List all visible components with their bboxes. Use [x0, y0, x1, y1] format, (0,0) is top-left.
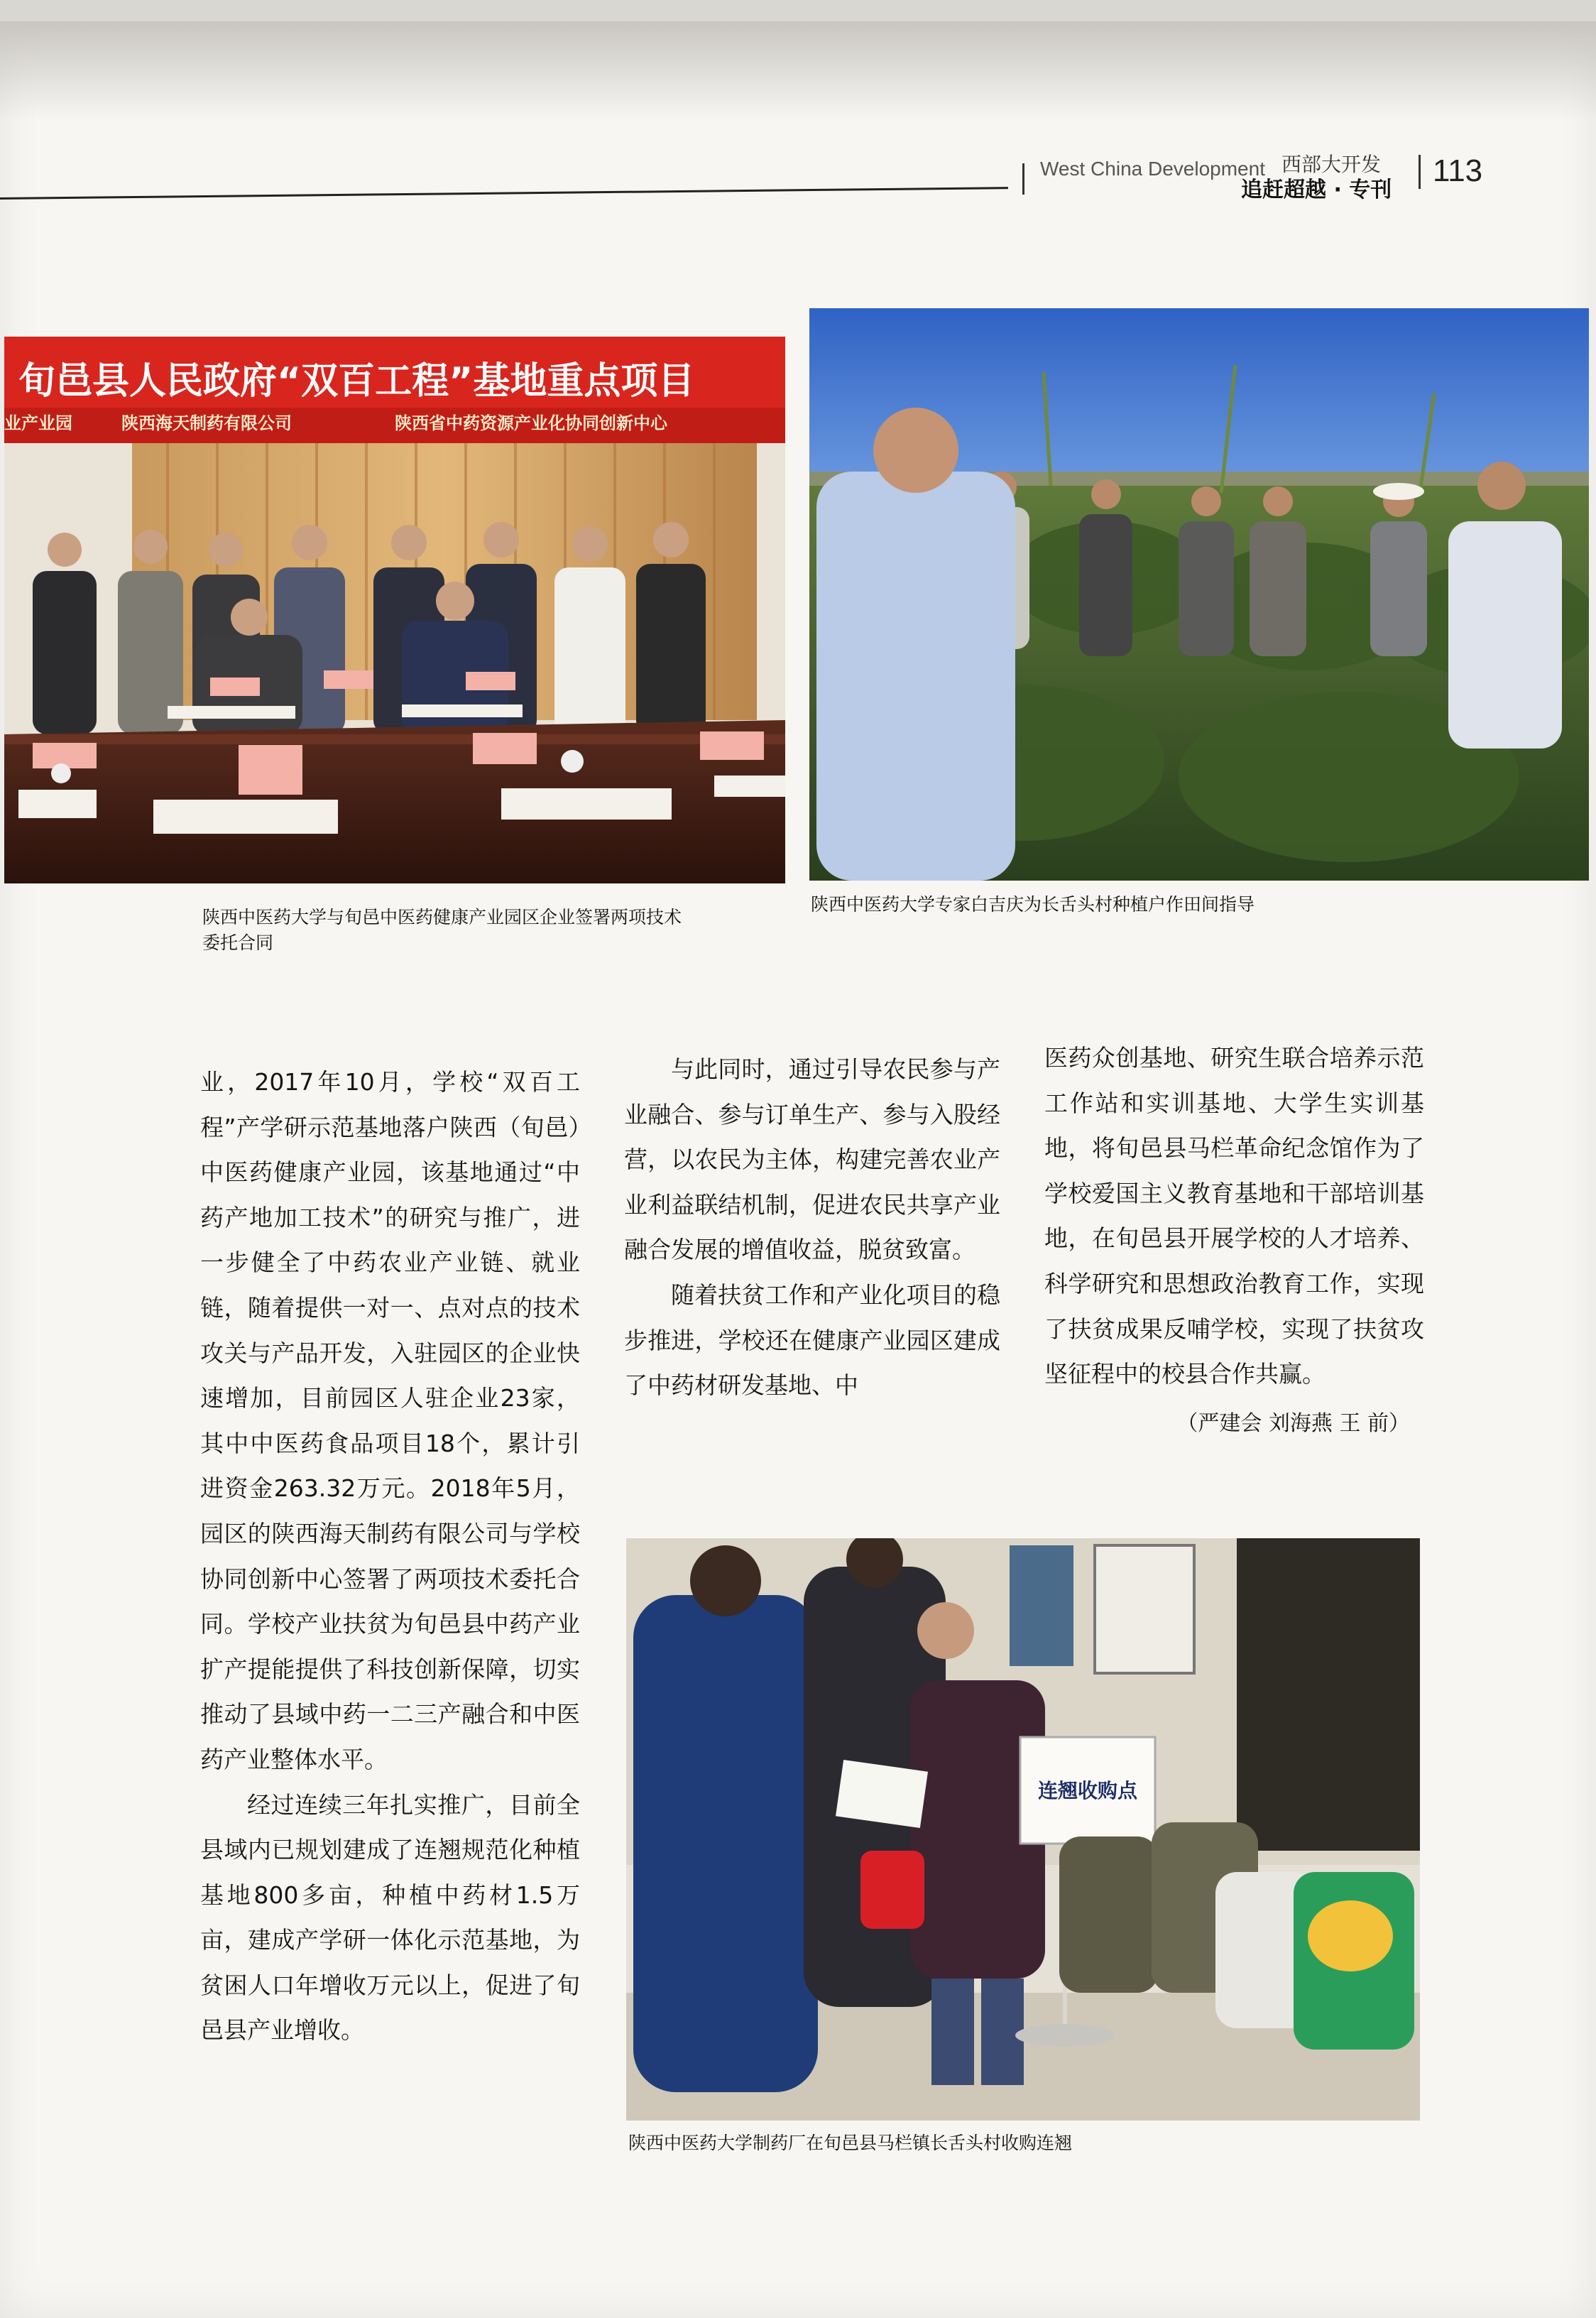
article-paragraph: 业，2017年10月，学校“双百工程”产学研示范基地落户陕西（旬邑）中医药健康产业园，该基地通过“中药产地加工技术”的研究与推广，进一步健全了中药农业产业链、就业链，随着提供一对一、点对点的技术攻关与产品开发，入驻园区的企业快速增加，目前园区人驻企业23家，其中中医药食品项目18个，累计引进资金263.32万元。2018年5月，园区的陕西海天制药有限公司与学校协同创新中心签署了两项技术委托合同。学校产业扶贫为旬邑县中药产业扩产提能提供了科技创新保障，切实推动了县域中药一二三产融合和中医药产业整体水平。 [200, 1068, 580, 1773]
page-number: 113 [1433, 153, 1483, 188]
caption-field-guidance: 陕西中医药大学专家白吉庆为长舌头村种植户作田间指导 [811, 894, 1255, 915]
article-paragraph: 医药众创基地、研究生联合培养示范工作站和实训基地、大学生实训基地，将旬邑县马栏革命纪念馆作为了学校爱国主义教育基地和干部培训基地，在旬邑县开展学校的人才培养、科学研究和思想政治教育工作，实现了扶贫成果反哺学校，实现了扶贫攻坚征程中的校县合作共赢。 [1044, 1044, 1424, 1388]
signing-ceremony-illustration [4, 337, 785, 883]
article-paragraph: 经过连续三年扎实推广，目前全县域内已规划建成了连翘规范化种植基地800多亩，种植中药材1.5万亩，建成产学研一体化示范基地，为贫困人口年增收万元以上，促进了旬邑县产业增收。 [200, 1790, 580, 2045]
article-paragraph: 与此同时，通过引导农民参与产业融合、参与订单生产、参与入股经营，以农民为主体，构建完善农业产业利益联结机制，促进农民共享产业融合发展的增值收益，脱贫致富。 [624, 1055, 1000, 1264]
show-through-watermark [994, 192, 1144, 289]
page-top-shadow [0, 21, 1596, 121]
caption-signing-ceremony: 陕西中医药大学与旬邑中医药健康产业园区企业签署两项技术委托合同 [202, 907, 682, 953]
purchase-point-illustration [626, 1538, 1420, 2121]
banner-sub-mid: 陕西海天制药有限公司 [121, 413, 292, 433]
publication-name-cn: 西部大开发 [1281, 153, 1382, 176]
banner-sub-right: 陕西省中药资源产业化协同创新中心 [395, 413, 667, 433]
article-column-3 [1044, 1035, 1424, 1446]
article-paragraph: 随着扶贫工作和产业化项目的稳步推进，学校还在健康产业园区建成了中药材研发基地、中 [624, 1280, 1000, 1400]
article-column-1 [200, 1060, 580, 2053]
article-authors: （严建会 刘海燕 王 前） [1176, 1410, 1410, 1436]
article-column-2 [624, 1047, 1000, 1408]
caption-purchase-point: 陕西中医药大学制药厂在旬邑县马栏镇长舌头村收购连翘 [628, 2133, 1073, 2153]
publication-name-en: West China Development [1040, 158, 1265, 180]
photo-purchase-point [626, 1538, 1420, 2121]
banner-sub-left: 业产业园 [4, 413, 72, 433]
photo-signing-ceremony [4, 337, 785, 883]
field-guidance-illustration [809, 308, 1589, 881]
header-divider [1022, 163, 1024, 195]
header-rule [0, 187, 1008, 200]
purchase-sign-text: 连翘收购点 [1037, 1779, 1138, 1802]
series-title: 追赶超越 · 专刊 [1241, 178, 1392, 202]
magazine-page [0, 21, 1596, 2318]
banner-title: 旬邑县人民政府“双百工程”基地重点项目 [18, 360, 695, 403]
photo-field-guidance [809, 308, 1589, 881]
page-number-divider [1419, 155, 1421, 189]
